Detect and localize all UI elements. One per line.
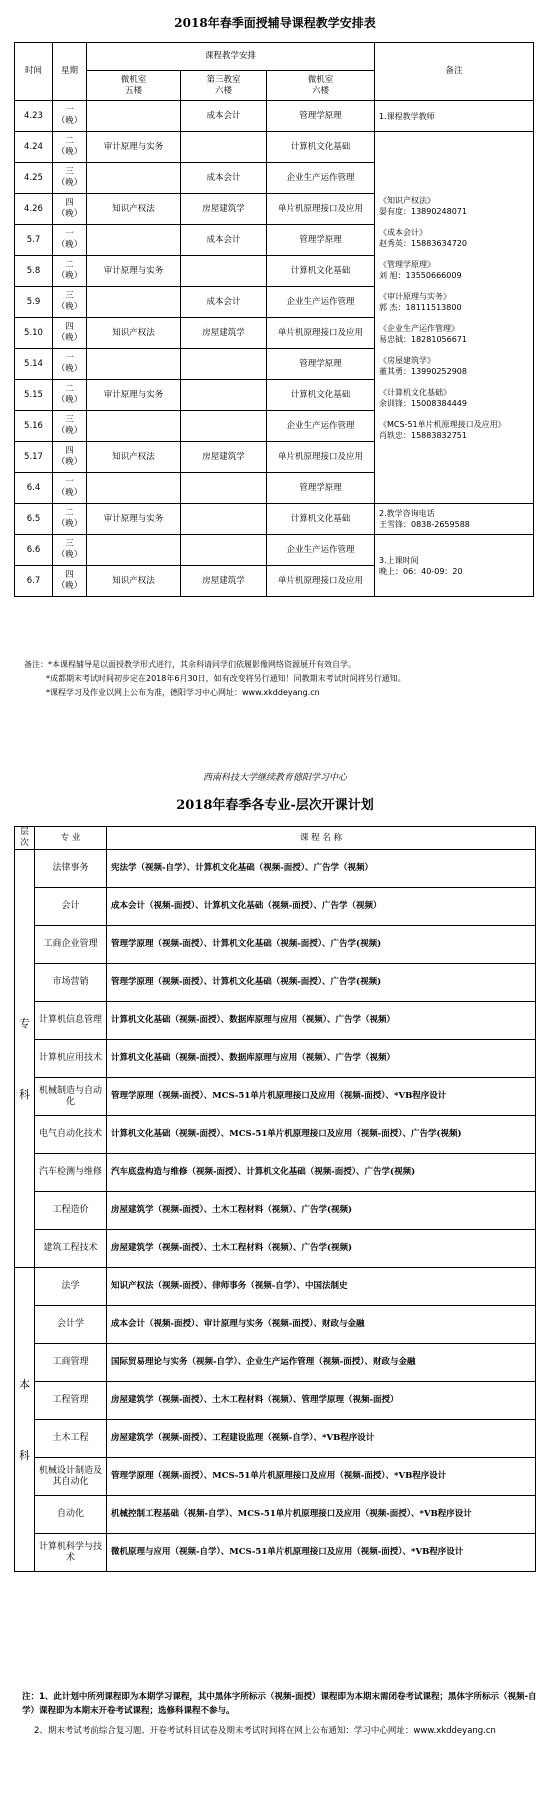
level-cell [15, 1268, 35, 1572]
courses-cell: 管理学原理（视频-面授）、MCS-51单片机原理接口及应用（视频-面授）、*VB程序设计 [107, 1458, 536, 1496]
consult-phone: 王雪锋：0838-2659588 [379, 520, 470, 529]
cell-date: 6.7 [15, 566, 53, 597]
cell-room2: 房屋建筑学 [181, 566, 267, 597]
major-cell: 计算机应用技术 [35, 1040, 107, 1078]
cell-room2 [181, 411, 267, 442]
courses-cell: 房屋建筑学（视频-面授）、土木工程材料（视频）、广告学(视频) [107, 1192, 536, 1230]
plan-row [15, 1306, 536, 1344]
cell-room2 [181, 256, 267, 287]
cell-date: 6.5 [15, 504, 53, 535]
cell-weekday: 一（晚） [53, 473, 87, 504]
cell-room1: 知识产权法 [87, 566, 181, 597]
cell-weekday: 三（晚） [53, 411, 87, 442]
major-cell: 建筑工程技术 [35, 1230, 107, 1268]
plan-row [15, 1078, 536, 1116]
teacher-contact: 肖轶忠：15883832751 [379, 430, 467, 440]
remark-teachers-title: 1.课程教学教师 [375, 101, 534, 132]
cell-date: 5.14 [15, 349, 53, 380]
courses-cell: 管理学原理（视频-面授）、计算机文化基础（视频-面授）、广告学(视频) [107, 926, 536, 964]
major-cell: 法学 [35, 1268, 107, 1306]
cell-room1 [87, 101, 181, 132]
cell-date: 6.4 [15, 473, 53, 504]
cell-weekday: 一（晚） [53, 225, 87, 256]
cell-room3: 计算机文化基础 [267, 256, 375, 287]
cell-weekday: 三（晚） [53, 535, 87, 566]
plan-row [15, 1002, 536, 1040]
teacher-course: 《企业生产运作管理》 [379, 323, 459, 333]
teacher-course: 《房屋建筑学》 [379, 355, 435, 365]
plan-row [15, 1534, 536, 1572]
teacher-contact: 郭 杰：18111513800 [379, 302, 462, 312]
major-cell: 机械设计制造及其自动化 [35, 1458, 107, 1496]
schedule-row [15, 101, 534, 132]
header-room1: 微机室 五楼 [87, 71, 181, 101]
major-cell: 市场营销 [35, 964, 107, 1002]
teacher-contact: 晏有度：13890248071 [379, 206, 467, 216]
teacher-course: 《管理学原理》 [379, 259, 435, 269]
plan-row [15, 1458, 536, 1496]
header-courses: 课 程 名 称 [107, 827, 536, 850]
cell-room1: 知识产权法 [87, 194, 181, 225]
cell-weekday: 三（晚） [53, 163, 87, 194]
schedule-table [14, 42, 534, 597]
plan-row [15, 1040, 536, 1078]
teacher-course: 《成本会计》 [379, 227, 427, 237]
cell-weekday: 四（晚） [53, 566, 87, 597]
plan-row [15, 1192, 536, 1230]
courses-cell: 计算机文化基础（视频-面授）、MCS-51单片机原理接口及应用（视频-面授）、广告学(视频) [107, 1116, 536, 1154]
teacher-contact: 赵秀英：15883634720 [379, 238, 467, 248]
cell-room1: 审计原理与实务 [87, 380, 181, 411]
schedule-title: 2018年春季面授辅导课程教学安排表 [174, 16, 376, 30]
plan-row [15, 1154, 536, 1192]
cell-room3: 企业生产运作管理 [267, 535, 375, 566]
plan-title: 2018年春季各专业-层次开课计划 [176, 798, 374, 813]
courses-cell: 汽车底盘构造与维修（视频-面授）、计算机文化基础（视频-面授）、广告学(视频) [107, 1154, 536, 1192]
remark-consult [375, 504, 534, 535]
header-major: 专 业 [35, 827, 107, 850]
cell-weekday: 一（晚） [53, 101, 87, 132]
courses-cell: 房屋建筑学（视频-面授）、工程建设监理（视频-自学）、*VB程序设计 [107, 1420, 536, 1458]
plan-row [15, 1496, 536, 1534]
cell-room3: 企业生产运作管理 [267, 163, 375, 194]
teacher-course: 《知识产权法》 [379, 195, 435, 205]
cell-weekday: 二（晚） [53, 132, 87, 163]
level-cell [15, 850, 35, 1268]
plan-row [15, 964, 536, 1002]
cell-room2: 成本会计 [181, 287, 267, 318]
cell-room3: 管理学原理 [267, 101, 375, 132]
header-level: 层次 [15, 827, 35, 850]
courses-cell: 成本会计（视频-面授）、计算机文化基础（视频-面授）、广告学（视频） [107, 888, 536, 926]
teacher-contact: 易忠钺：18281056671 [379, 334, 467, 344]
cell-room1 [87, 411, 181, 442]
cell-date: 5.8 [15, 256, 53, 287]
cell-date: 4.24 [15, 132, 53, 163]
courses-cell: 机械控制工程基础（视频-自学）、MCS-51单片机原理接口及应用（视频-面授）、*VB程序设计 [107, 1496, 536, 1534]
major-cell: 电气自动化技术 [35, 1116, 107, 1154]
major-cell: 机械制造与自动化 [35, 1078, 107, 1116]
courses-cell: 成本会计（视频-面授）、审计原理与实务（视频-面授）、财政与金融 [107, 1306, 536, 1344]
cell-date: 5.7 [15, 225, 53, 256]
cell-room3: 企业生产运作管理 [267, 411, 375, 442]
plan-row [15, 1382, 536, 1420]
cell-room3: 企业生产运作管理 [267, 287, 375, 318]
cell-date: 4.26 [15, 194, 53, 225]
cell-room2: 房屋建筑学 [181, 318, 267, 349]
level-char: 本 [19, 1377, 30, 1391]
cell-date: 5.15 [15, 380, 53, 411]
remark-teachers-list [375, 132, 534, 504]
header-room3: 微机室 六楼 [267, 71, 375, 101]
major-cell: 土木工程 [35, 1420, 107, 1458]
cell-room2 [181, 504, 267, 535]
cell-room3: 管理学原理 [267, 225, 375, 256]
cell-weekday: 四（晚） [53, 194, 87, 225]
major-cell: 法律事务 [35, 850, 107, 888]
plan-row [15, 850, 536, 888]
plan-row [15, 888, 536, 926]
cell-weekday: 一（晚） [53, 349, 87, 380]
schedule-note: 备注：*本课程辅导是以面授教学形式进行，其余科请同学们依履影像网络资源展开有效自学。 [24, 660, 356, 669]
class-time-title: 3.上课时间 [379, 555, 419, 565]
class-time-value: 晚上：06：40-09：20 [379, 566, 463, 576]
cell-room1: 审计原理与实务 [87, 132, 181, 163]
teacher-course: 《计算机文化基础》 [379, 387, 451, 397]
cell-weekday: 二（晚） [53, 256, 87, 287]
cell-room2: 成本会计 [181, 225, 267, 256]
major-cell: 计算机科学与技术 [35, 1534, 107, 1572]
courses-cell: 计算机文化基础（视频-面授）、数据库原理与应用（视频）、广告学（视频） [107, 1040, 536, 1078]
cell-date: 6.6 [15, 535, 53, 566]
header-room2: 第三教室 六楼 [181, 71, 267, 101]
teacher-course: 《审计原理与实务》 [379, 291, 451, 301]
schedule-row [15, 535, 534, 566]
cell-date: 5.17 [15, 442, 53, 473]
schedule-row [15, 132, 534, 163]
major-cell: 工程造价 [35, 1192, 107, 1230]
plan-row [15, 1116, 536, 1154]
cell-weekday: 三（晚） [53, 287, 87, 318]
cell-weekday: 四（晚） [53, 318, 87, 349]
courses-cell: 宪法学（视频-自学）、计算机文化基础（视频-面授）、广告学（视频） [107, 850, 536, 888]
plan-notes [22, 1690, 537, 1738]
cell-room2: 房屋建筑学 [181, 194, 267, 225]
schedule-note: *成都期末考试时间初步定在2018年6月30日，如有改变将另行通知！同教期末考试时间将另行通知。 [46, 674, 406, 683]
cell-room2: 成本会计 [181, 101, 267, 132]
consult-title: 2.教学咨询电话 [379, 509, 435, 518]
cell-room3: 管理学原理 [267, 473, 375, 504]
major-cell: 会计 [35, 888, 107, 926]
cell-date: 5.10 [15, 318, 53, 349]
cell-room3: 计算机文化基础 [267, 380, 375, 411]
header-remarks: 备注 [375, 43, 534, 101]
plan-subtitle: 西南科技大学继续教育德阳学习中心 [202, 773, 347, 783]
cell-room1: 知识产权法 [87, 318, 181, 349]
plan-table [14, 826, 536, 1572]
major-cell: 工商企业管理 [35, 926, 107, 964]
cell-room1: 审计原理与实务 [87, 504, 181, 535]
cell-room1 [87, 473, 181, 504]
plan-row [15, 1420, 536, 1458]
major-cell: 工程管理 [35, 1382, 107, 1420]
cell-room1: 知识产权法 [87, 442, 181, 473]
teacher-contact: 余训锋：15008384449 [379, 398, 467, 408]
cell-room1 [87, 535, 181, 566]
cell-room3: 计算机文化基础 [267, 132, 375, 163]
courses-cell: 知识产权法（视频-面授）、律师事务（视频-自学）、中国法制史 [107, 1268, 536, 1306]
schedule-note: *课程学习及作业以网上公布为准，德阳学习中心网址：www.xkddeyang.cn [46, 688, 320, 697]
cell-room3: 单片机原理接口及应用 [267, 442, 375, 473]
teacher-contact: 刘 旭：13550666009 [379, 270, 462, 280]
plan-row [15, 926, 536, 964]
remark-class-time [375, 535, 534, 597]
teacher-course: 《MCS-51单片机原理接口及应用》 [379, 419, 506, 429]
cell-room1 [87, 349, 181, 380]
header-arrangement: 课程教学安排 [87, 43, 375, 71]
cell-weekday: 四（晚） [53, 442, 87, 473]
header-time: 时间 [15, 43, 53, 101]
courses-cell: 房屋建筑学（视频-面授）、土木工程材料（视频）、管理学原理（视频-面授） [107, 1382, 536, 1420]
cell-room3: 计算机文化基础 [267, 504, 375, 535]
cell-room2 [181, 473, 267, 504]
major-cell: 自动化 [35, 1496, 107, 1534]
major-cell: 会计学 [35, 1306, 107, 1344]
major-cell: 计算机信息管理 [35, 1002, 107, 1040]
major-cell: 工商管理 [35, 1344, 107, 1382]
courses-cell: 国际贸易理论与实务（视频-自学）、企业生产运作管理（视频-面授）、财政与金融 [107, 1344, 536, 1382]
cell-date: 4.23 [15, 101, 53, 132]
header-weekday: 星期 [53, 43, 87, 101]
cell-room1 [87, 163, 181, 194]
schedule-row [15, 504, 534, 535]
level-char: 专 [19, 1016, 30, 1030]
cell-room3: 单片机原理接口及应用 [267, 194, 375, 225]
plan-row [15, 1268, 536, 1306]
cell-room2 [181, 349, 267, 380]
level-char: 科 [19, 1448, 30, 1462]
plan-row [15, 1230, 536, 1268]
cell-room3: 管理学原理 [267, 349, 375, 380]
teacher-contact: 董其勇：13990252908 [379, 366, 467, 376]
cell-weekday: 二（晚） [53, 504, 87, 535]
schedule-notes [24, 658, 534, 700]
cell-date: 5.16 [15, 411, 53, 442]
cell-date: 5.9 [15, 287, 53, 318]
cell-room3: 单片机原理接口及应用 [267, 318, 375, 349]
cell-room2: 成本会计 [181, 163, 267, 194]
level-char: 科 [19, 1087, 30, 1101]
cell-room2 [181, 535, 267, 566]
cell-room2 [181, 132, 267, 163]
courses-cell: 管理学原理（视频-面授）、计算机文化基础（视频-面授）、广告学(视频) [107, 964, 536, 1002]
plan-note: 2、期末考试考前综合复习题、开卷考试科目试卷及期末考试时间将在网上公布通知：学习中心网址：www.xkddeyang.cn [34, 1726, 496, 1736]
cell-room2: 房屋建筑学 [181, 442, 267, 473]
cell-room3: 单片机原理接口及应用 [267, 566, 375, 597]
cell-weekday: 二（晚） [53, 380, 87, 411]
courses-cell: 计算机文化基础（视频-面授）、数据库原理与应用（视频）、广告学（视频） [107, 1002, 536, 1040]
cell-room2 [181, 380, 267, 411]
cell-date: 4.25 [15, 163, 53, 194]
courses-cell: 管理学原理（视频-面授）、MCS-51单片机原理接口及应用（视频-面授）、*VB程序设计 [107, 1078, 536, 1116]
plan-note: 注：1、此计划中所列课程即为本期学习课程，其中黑体字所标示（视频-面授）课程即为本期末需闭卷考试课程；黑体字所标示（视频-自学）课程即为本期末开卷考试课程；选修科课程不参与。 [22, 1692, 537, 1716]
cell-room1 [87, 225, 181, 256]
courses-cell: 微机原理与应用（视频-自学）、MCS-51单片机原理接口及应用（视频-面授）、*VB程序设计 [107, 1534, 536, 1572]
major-cell: 汽车检测与维修 [35, 1154, 107, 1192]
cell-room1 [87, 287, 181, 318]
cell-room1: 审计原理与实务 [87, 256, 181, 287]
plan-row [15, 1344, 536, 1382]
courses-cell: 房屋建筑学（视频-面授）、土木工程材料（视频）、广告学(视频) [107, 1230, 536, 1268]
